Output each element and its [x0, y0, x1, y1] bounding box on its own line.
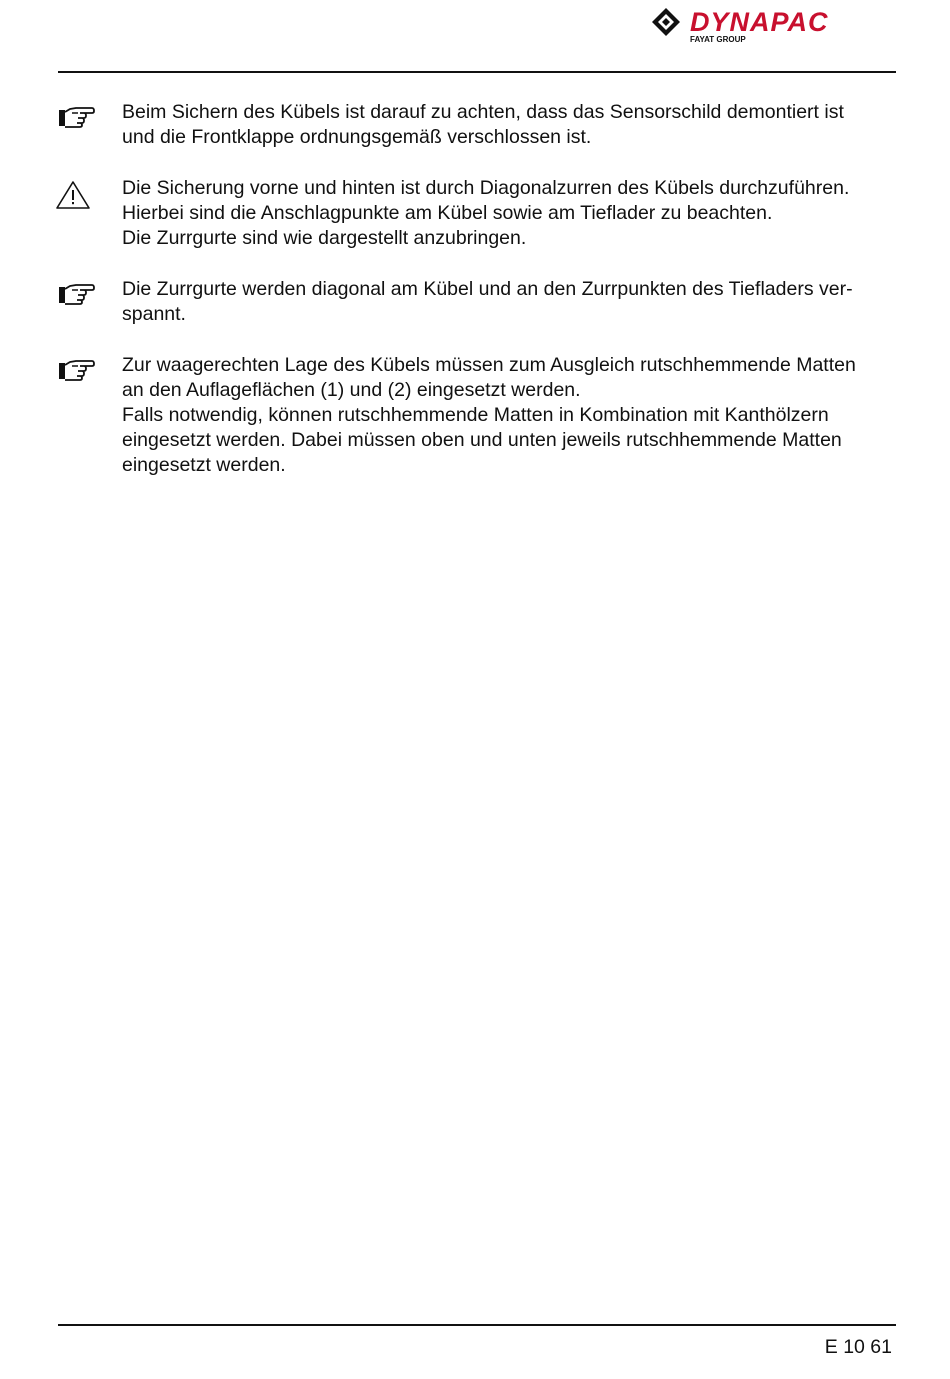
text-line: spannt. — [122, 303, 186, 325]
document-body — [0, 100, 950, 504]
text-line: eingesetzt werden. — [122, 454, 286, 476]
warning-triangle-icon — [56, 180, 96, 206]
text-line: an den Auflageflächen (1) und (2) eingesetzt werden. — [122, 379, 581, 401]
dynapac-diamond-icon — [652, 8, 680, 36]
text-line: Zur waagerechten Lage des Kübels müssen zum Ausgleich rutschhemmende Matten — [122, 354, 856, 376]
warning-item — [0, 176, 950, 251]
text-line: Hierbei sind die Anschlagpunkte am Kübel sowie am Tieflader zu beachten. — [122, 202, 773, 224]
instruction-item — [0, 100, 950, 150]
instruction-text — [122, 277, 893, 327]
svg-text:FAYAT GROUP: FAYAT GROUP — [690, 35, 746, 44]
page-header — [0, 0, 950, 72]
instruction-item — [0, 353, 950, 478]
text-line: Die Zurrgurte sind wie dargestellt anzubringen. — [122, 227, 527, 249]
dynapac-logo — [650, 6, 900, 46]
text-line: Falls notwendig, können rutschhemmende Matten in Kombination mit Kanthölzern — [122, 404, 829, 426]
pointing-hand-icon — [56, 104, 96, 130]
page-number: E 10 61 — [824, 1336, 892, 1358]
pointing-hand-icon — [56, 281, 96, 307]
instruction-text — [122, 100, 893, 150]
text-line: Die Sicherung vorne und hinten ist durch Diagonalzurren des Kübels durchzuführen. — [122, 177, 850, 199]
text-line: eingesetzt werden. Dabei müssen oben und unten jeweils rutschhemmende Matten — [122, 429, 842, 451]
warning-text — [122, 176, 893, 251]
text-line: Die Zurrgurte werden diagonal am Kübel und an den Zurrpunkten des Tiefladers ver- — [122, 278, 853, 300]
text-line: Beim Sichern des Kübels ist darauf zu achten, dass das Sensorschild demontiert ist — [122, 101, 844, 123]
svg-text:DYNAPAC: DYNAPAC — [690, 7, 829, 37]
footer-rule — [58, 1324, 896, 1326]
header-rule — [58, 71, 896, 73]
instruction-text — [122, 353, 893, 478]
text-line: und die Frontklappe ordnungsgemäß verschlossen ist. — [122, 126, 592, 148]
instruction-item — [0, 277, 950, 327]
pointing-hand-icon — [56, 357, 96, 383]
